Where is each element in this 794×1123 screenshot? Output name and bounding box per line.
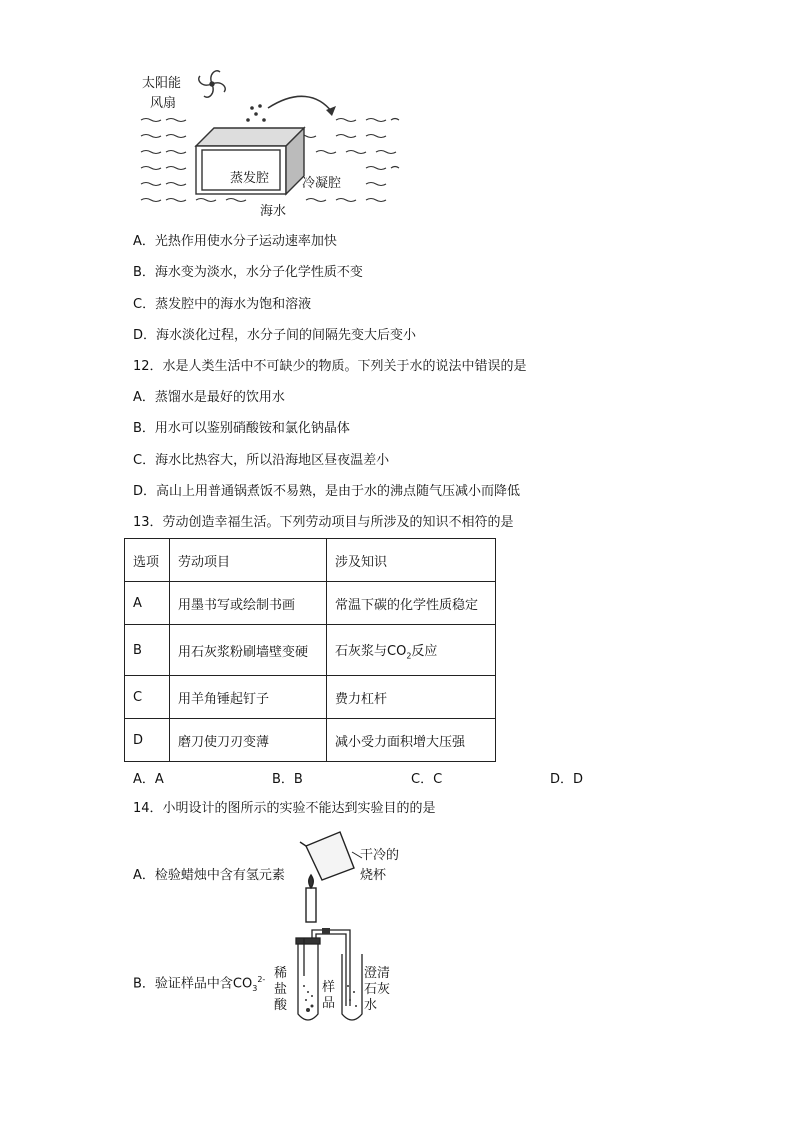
q11-option-d: D．海水淡化过程，水分子间的间隔先变大后变小	[133, 328, 417, 343]
fan-label-1: 太阳能	[142, 76, 182, 91]
q12-option-b: B．用水可以鉴别硝酸铵和氯化钠晶体	[133, 421, 350, 436]
acid-label-3: 酸	[274, 998, 288, 1013]
evap-label: 蒸发腔	[230, 171, 270, 186]
q11-option-b: B．海水变为淡水，水分子化学性质不变	[133, 265, 363, 280]
q14-option-b-sup: 2-	[257, 975, 266, 984]
q13-answer-d: D．D	[550, 772, 584, 787]
row-b-knowledge-sub: 2	[406, 651, 412, 661]
row-b-knowledge-post: 反应	[411, 643, 438, 659]
q13-answer-b: B．B	[272, 772, 303, 787]
acid-label	[274, 966, 287, 1014]
row-b-knowledge	[327, 625, 496, 676]
vapor-dots	[246, 104, 266, 122]
cond-label: 冷凝腔	[302, 176, 342, 191]
beaker-label-2: 烧杯	[360, 868, 387, 883]
sample-label-2: 品	[322, 996, 336, 1011]
q11-option-a: A．光热作用使水分子运动速率加快	[133, 234, 337, 249]
candle-beaker-figure	[296, 828, 416, 924]
lime-label-1: 澄清	[364, 966, 391, 981]
q14-option-b	[133, 972, 265, 997]
beaker-label-1: 干冷的	[360, 848, 400, 863]
row-d-knowledge: 减小受力面积增大压强	[327, 719, 496, 762]
q13-table	[124, 538, 496, 762]
q12-option-c: C．海水比热容大，所以沿海地区昼夜温差小	[133, 453, 390, 468]
table-row	[125, 582, 496, 625]
sea-label: 海水	[260, 204, 287, 219]
q13-answer-c: C．C	[411, 772, 443, 787]
table-row	[125, 676, 496, 719]
q14-option-b-pre: B．验证样品中含CO	[133, 976, 253, 992]
table-row	[125, 625, 496, 676]
q12-stem: 12．水是人类生活中不可缺少的物质。下列关于水的说法中错误的是	[133, 359, 527, 374]
row-d-task: 磨刀使刀刃变薄	[170, 719, 327, 762]
row-c-task: 用羊角锤起钉子	[170, 676, 327, 719]
row-a-knowledge: 常温下碳的化学性质稳定	[327, 582, 496, 625]
table-row	[125, 719, 496, 762]
fan-label-2: 风扇	[150, 96, 177, 111]
q14-option-b-sub: 3	[252, 983, 258, 993]
lime-label-2: 石灰	[364, 982, 391, 997]
test-tubes-figure	[272, 926, 392, 1026]
row-b-option: B	[125, 625, 170, 676]
q14-option-a: A．检验蜡烛中含有氢元素	[133, 868, 285, 883]
q12-option-d: D．高山上用普通锅煮饭不易熟，是由于水的沸点随气压减小而降低	[133, 484, 521, 499]
q11-option-c: C．蒸发腔中的海水为饱和溶液	[133, 297, 312, 312]
acid-label-2: 盐	[274, 982, 288, 997]
lime-water-label	[364, 966, 390, 1014]
candle-beaker-diagram	[296, 828, 416, 924]
row-b-knowledge-pre: 石灰浆与CO	[335, 643, 407, 659]
q13-answer-a: A．A	[133, 772, 164, 787]
header-task: 劳动项目	[170, 539, 327, 582]
solar-desalination-figure	[136, 64, 406, 219]
header-option: 选项	[125, 539, 170, 582]
sample-label	[322, 980, 335, 1012]
lime-label-3: 水	[364, 998, 378, 1013]
acid-label-1: 稀	[274, 966, 288, 981]
table-header-row	[125, 539, 496, 582]
q12-option-a: A．蒸馏水是最好的饮用水	[133, 390, 285, 405]
row-a-option: A	[125, 582, 170, 625]
header-knowledge: 涉及知识	[327, 539, 496, 582]
arrow-icon	[268, 96, 332, 112]
row-c-option: C	[125, 676, 170, 719]
row-b-task: 用石灰浆粉刷墙壁变硬	[170, 625, 327, 676]
row-d-option: D	[125, 719, 170, 762]
sample-label-1: 样	[322, 980, 336, 995]
row-c-knowledge: 费力杠杆	[327, 676, 496, 719]
q13-stem: 13．劳动创造幸福生活。下列劳动项目与所涉及的知识不相符的是	[133, 515, 514, 530]
row-a-task: 用墨书写或绘制书画	[170, 582, 327, 625]
fan-icon	[199, 71, 226, 98]
q14-stem: 14．小明设计的图所示的实验不能达到实验目的的是	[133, 801, 436, 816]
